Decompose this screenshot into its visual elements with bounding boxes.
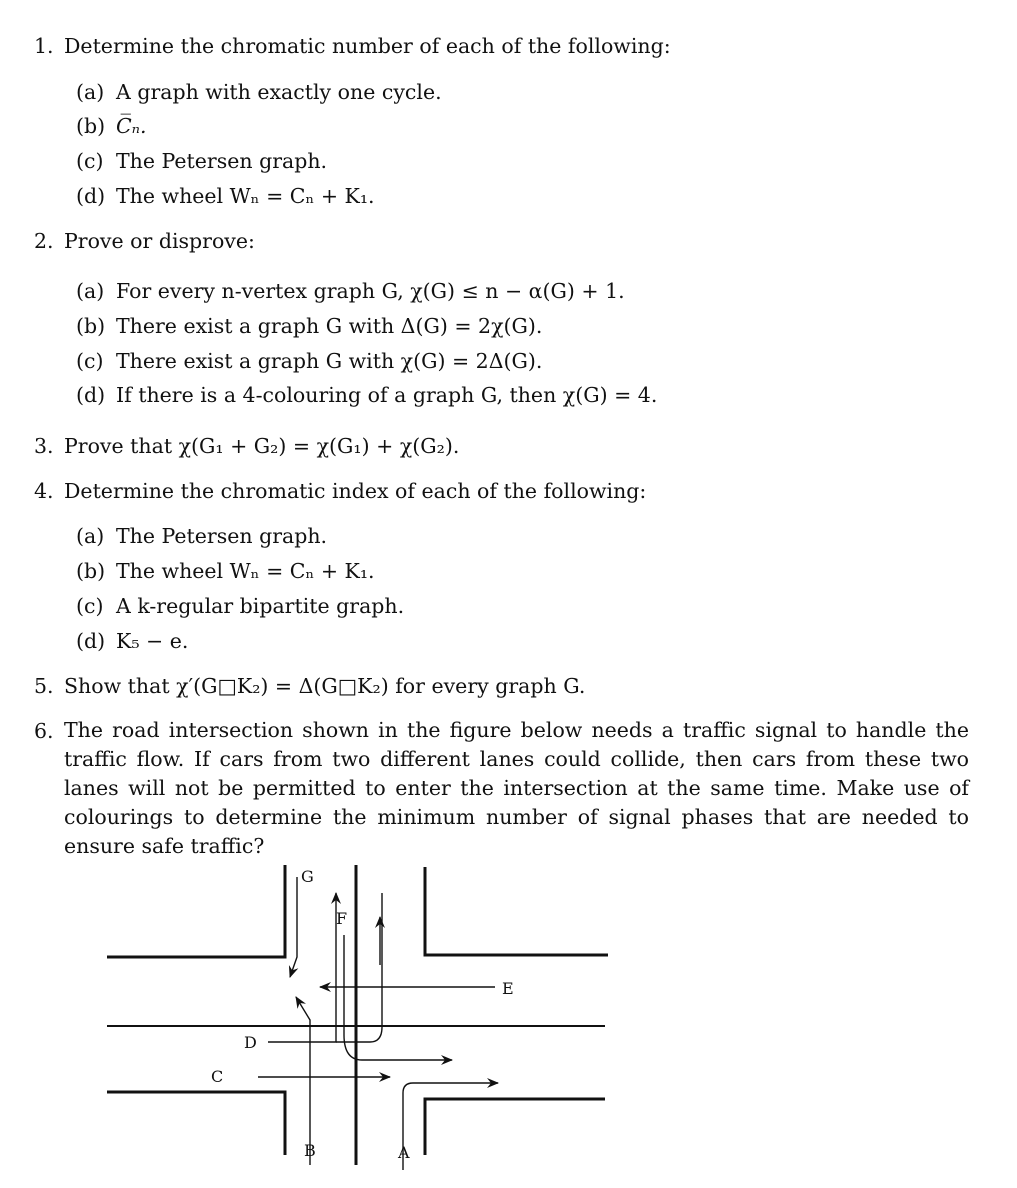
p4-item-b-label: (b): [76, 559, 106, 583]
p2-item-b-text: There exist a graph G with Δ(G) = 2χ(G).: [116, 314, 543, 338]
lane-label-f: F: [336, 909, 348, 928]
p1-item-b-text: C̅ₙ.: [116, 114, 147, 138]
problem-5-text: Show that χ′(G□K₂) = Δ(G□K₂) for every graph G.: [64, 674, 586, 698]
p4-item-a-label: (a): [76, 524, 105, 548]
p4-item-d-label: (d): [76, 629, 106, 653]
p4-item-c-label: (c): [76, 594, 104, 618]
p2-item-c-text: There exist a graph G with χ(G) = 2Δ(G).: [116, 349, 543, 373]
road-edge-top-left: [107, 865, 285, 957]
road-edge-top-right: [425, 867, 608, 955]
road-intersection-figure: [100, 855, 620, 1175]
problem-6-number: 6.: [34, 719, 54, 743]
p2-item-a-text: For every n-vertex graph G, χ(G) ≤ n − α(G) + 1.: [116, 279, 625, 303]
road-edge-bottom-left: [107, 1092, 285, 1155]
problem-2-number: 2.: [34, 229, 54, 253]
p2-item-b-label: (b): [76, 314, 106, 338]
problem-3-number: 3.: [34, 434, 54, 458]
p2-item-a-label: (a): [76, 279, 105, 303]
problem-6-text: The road intersection shown in the figure below needs a traffic signal to handle the traffic flow. If cars from two different lanes could collide, then cars from these two lanes will not be permitted to enter the intersection at the same time. Make use of colourings to determine the minimum number of signal phases that are needed to ensure safe traffic?: [64, 718, 969, 858]
p2-item-d-label: (d): [76, 383, 106, 407]
lane-label-e: E: [502, 979, 514, 998]
p1-item-a-label: (a): [76, 80, 105, 104]
problem-4-text: Determine the chromatic index of each of the following:: [64, 479, 647, 503]
p1-item-b-label: (b): [76, 114, 106, 138]
p2-item-c-label: (c): [76, 349, 104, 373]
problem-3-text: Prove that χ(G₁ + G₂) = χ(G₁) + χ(G₂).: [64, 434, 460, 458]
p1-item-c-text: The Petersen graph.: [116, 149, 328, 173]
p1-item-d-label: (d): [76, 184, 106, 208]
lane-label-b: B: [304, 1141, 316, 1160]
problem-5-number: 5.: [34, 674, 54, 698]
lane-label-a: A: [398, 1143, 410, 1162]
problem-4-number: 4.: [34, 479, 54, 503]
problem-1-number: 1.: [34, 34, 54, 58]
problem-2-text: Prove or disprove:: [64, 229, 255, 253]
lane-a-path: [403, 1083, 498, 1170]
p4-item-a-text: The Petersen graph.: [116, 524, 328, 548]
lane-d-path: [268, 893, 336, 1042]
problem-1-text: Determine the chromatic number of each of the following:: [64, 34, 671, 58]
p1-item-c-label: (c): [76, 149, 104, 173]
road-edge-bottom-right: [425, 1099, 605, 1155]
lane-b-path: [296, 997, 310, 1165]
p1-item-d-text: The wheel Wₙ = Cₙ + K₁.: [116, 184, 375, 208]
p2-item-d-text: If there is a 4-colouring of a graph G, then χ(G) = 4.: [116, 383, 658, 407]
lane-label-c: C: [211, 1067, 224, 1086]
p1-item-a-text: A graph with exactly one cycle.: [116, 80, 442, 104]
lane-label-g: G: [301, 867, 314, 886]
p4-item-d-text: K₅ − e.: [116, 629, 189, 653]
p4-item-c-text: A k-regular bipartite graph.: [116, 594, 405, 618]
lane-g-path: [290, 877, 297, 977]
p4-item-b-text: The wheel Wₙ = Cₙ + K₁.: [116, 559, 375, 583]
lane-label-d: D: [244, 1033, 257, 1052]
